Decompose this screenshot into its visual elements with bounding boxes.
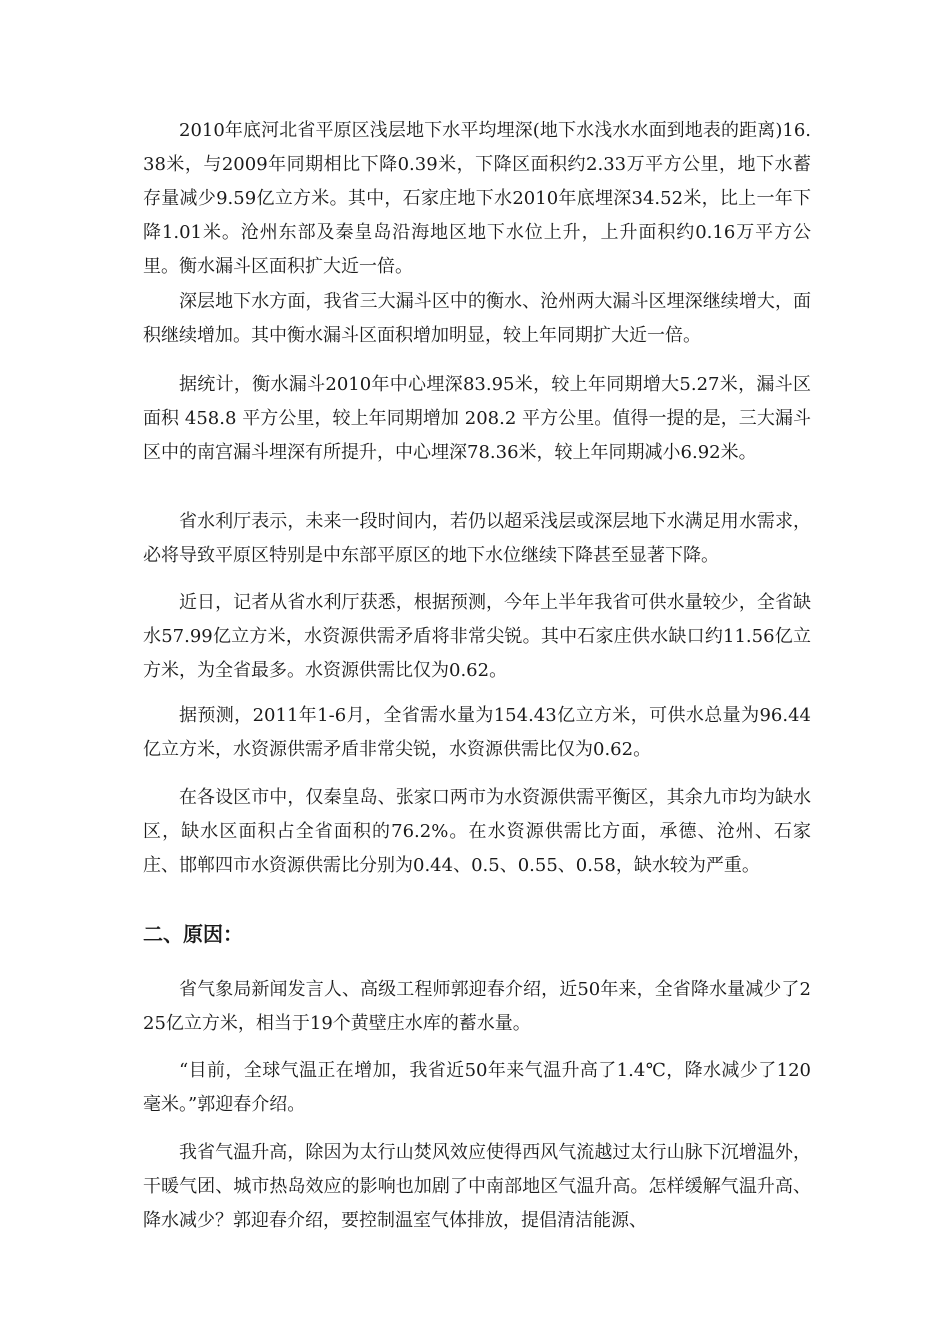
paragraph-quote-temperature: “目前，全球气温正在增加，我省近50年来气温升高了1.4℃，降水减少了120毫米。”郭迎春介绍。 <box>143 1060 811 1115</box>
section-heading-causes: 二、原因： <box>143 922 243 946</box>
paragraph-deep-groundwater: 深层地下水方面，我省三大漏斗区中的衡水、沧州两大漏斗区埋深继续增大，面积继续增加。其中衡水漏斗区面积增加明显，较上年同期扩大近一倍。 <box>143 291 811 346</box>
paragraph-precipitation: 省气象局新闻发言人、高级工程师郭迎春介绍，近50年来，全省降水量减少了225亿立方米，相当于19个黄壁庄水库的蓄水量。 <box>143 979 811 1034</box>
paragraph-forecast-demand: 据预测，2011年1-6月，全省需水量为154.43亿立方米，可供水总量为96.44亿立方米，水资源供需矛盾非常尖锐，水资源供需比仅为0.62。 <box>143 705 811 760</box>
paragraph-shallow-groundwater: 2010年底河北省平原区浅层地下水平均埋深(地下水浅水水面到地表的距离)16.38米，与2009年同期相比下降0.39米，下降区面积约2.33万平方公里，地下水蓄存量减少9.59亿立方米。其中，石家庄地下水2010年底埋深34.52米，比上一年下降1.01米。沧州东部及秦皇岛沿海地区地下水位上升，上升面积约0.16万平方公里。衡水漏斗区面积扩大近一倍。 <box>143 120 811 277</box>
paragraph-city-supply-ratio: 在各设区市中，仅秦皇岛、张家口两市为水资源供需平衡区，其余九市均为缺水区，缺水区面积占全省面积的76.2%。在水资源供需比方面，承德、沧州、石家庄、邯郸四市水资源供需比分别为0.44、0.5、0.55、0.58，缺水较为严重。 <box>143 787 811 876</box>
paragraph-forecast-shortage: 近日，记者从省水利厅获悉，根据预测，今年上半年我省可供水量较少，全省缺水57.99亿立方米，水资源供需矛盾将非常尖锐。其中石家庄供水缺口约11.56亿立方米，为全省最多。水资源供需比仅为0.62。 <box>143 592 811 681</box>
paragraph-statistics: 据统计，衡水漏斗2010年中心埋深83.95米，较上年同期增大5.27米，漏斗区面积 458.8 平方公里，较上年同期增加 208.2 平方公里。值得一提的是，三大漏斗区中的南宫漏斗埋深有所提升，中心埋深78.36米，较上年同期减小6.92米。 <box>143 374 811 463</box>
paragraph-water-department: 省水利厅表示，未来一段时间内，若仍以超采浅层或深层地下水满足用水需求，必将导致平原区特别是中东部平原区的地下水位继续下降甚至显著下降。 <box>143 511 811 566</box>
paragraph-temperature-causes: 我省气温升高，除因为太行山焚风效应使得西风气流越过太行山脉下沉增温外，干暖气团、城市热岛效应的影响也加剧了中南部地区气温升高。怎样缓解气温升高、降水减少？郭迎春介绍，要控制温室气体排放，提倡清洁能源、 <box>143 1142 811 1231</box>
